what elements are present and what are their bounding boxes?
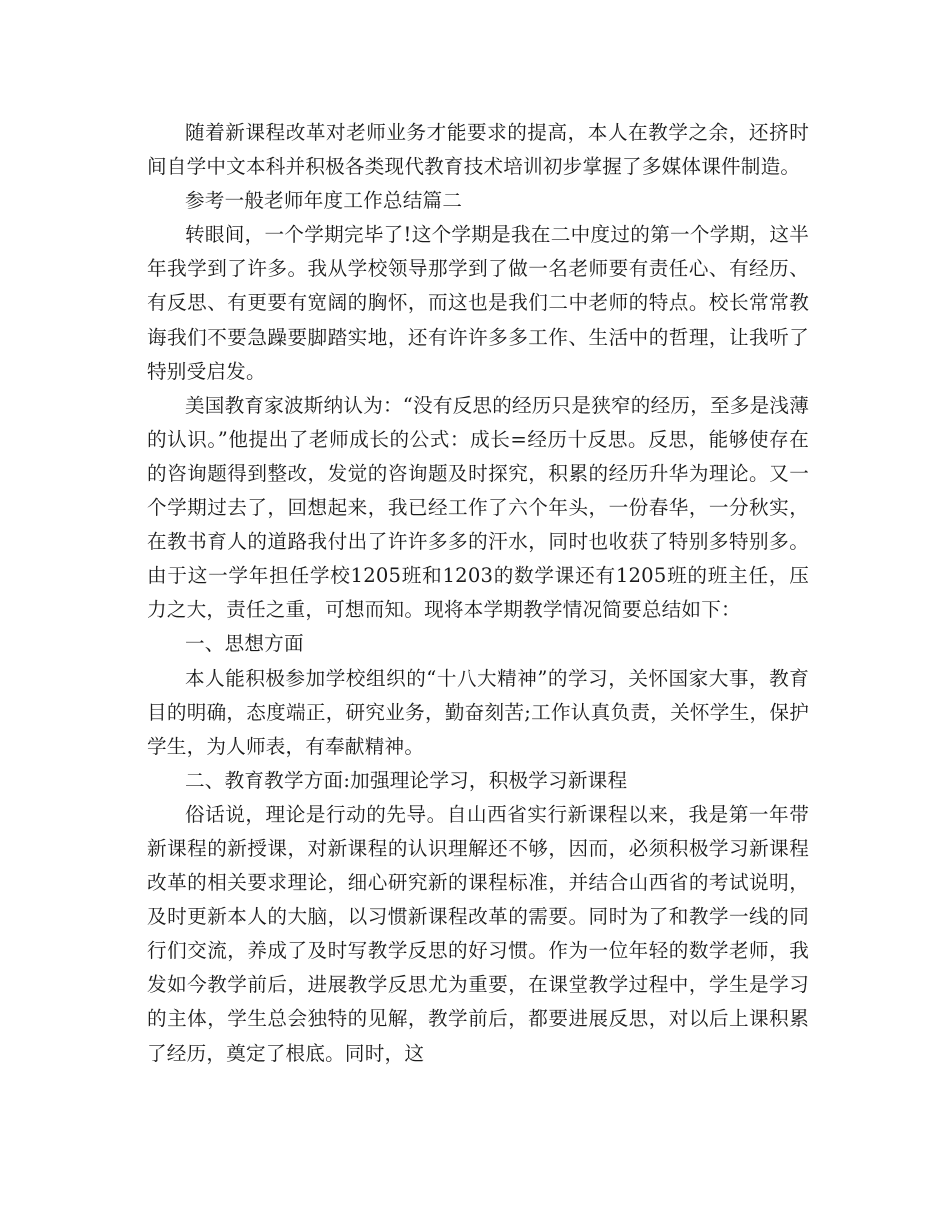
paragraph-3: 美国教育家波斯纳认为：“没有反思的经历只是狭窄的经历，至多是浅薄的认识。”他提出了老师成长的公式：成长=经历十反思。反思，能够使存在的咨询题得到整改，发觉的咨询题及时探究，积累的经历升华为理论。又一个学期过去了，回想起来，我已经工作了六个年头，一份春华，一分秋实，在教书育人的道路我付出了许许多多的汗水，同时也收获了特别多特别多。由于这一学年担任学校1205班和1203的数学课还有1205班的班主任，压力之大，责任之重，可想而知。现将本学期教学情况简要总结如下：: [147, 393, 809, 622]
paragraph-2: 转眼间，一个学期完毕了!这个学期是我在二中度过的第一个学期，这半年我学到了许多。我从学校领导那学到了做一名老师要有责任心、有经历、有反思、有更要有宽阔的胸怀，而这也是我们二中老师的特点。校长常常教诲我们不要急躁要脚踏实地，还有许许多多工作、生活中的哲理，让我听了特别受启发。: [147, 223, 809, 383]
paragraph-4: 本人能积极参加学校组织的“十八大精神”的学习，关怀国家大事，教育目的明确，态度端正，研究业务，勤奋刻苦;工作认真负责，关怀学生，保护学生，为人师表，有奉献精神。: [147, 666, 809, 758]
document-body: [147, 116, 809, 1071]
section-heading-teaching: 二、教育教学方面:加强理论学习，积极学习新课程: [185, 768, 628, 792]
paragraph-1: 随着新课程改革对老师业务才能要求的提高，本人在教学之余，还挤时间自学中文本科并积极各类现代教育技术培训初步掌握了多媒体课件制造。: [147, 121, 809, 179]
paragraph-5: 俗话说，理论是行动的先导。自山西省实行新课程以来，我是第一年带新课程的新授课，对新课程的认识理解还不够，因而，必须积极学习新课程改革的相关要求理论，细心研究新的课程标准，并结合山西省的考试说明，及时更新本人的大脑，以习惯新课程改革的需要。同时为了和教学一线的同行们交流，养成了及时写教学反思的好习惯。作为一位年轻的数学老师，我发如今教学前后，进展教学反思尤为重要，在课堂教学过程中，学生是学习的主体，学生总会独特的见解，教学前后，都要进展反思，对以后上课积累了经历，奠定了根底。同时，这: [147, 802, 809, 1065]
section-heading-ideology: 一、思想方面: [185, 632, 304, 656]
section-heading-article-2: 参考一般老师年度工作总结篇二: [185, 189, 463, 213]
